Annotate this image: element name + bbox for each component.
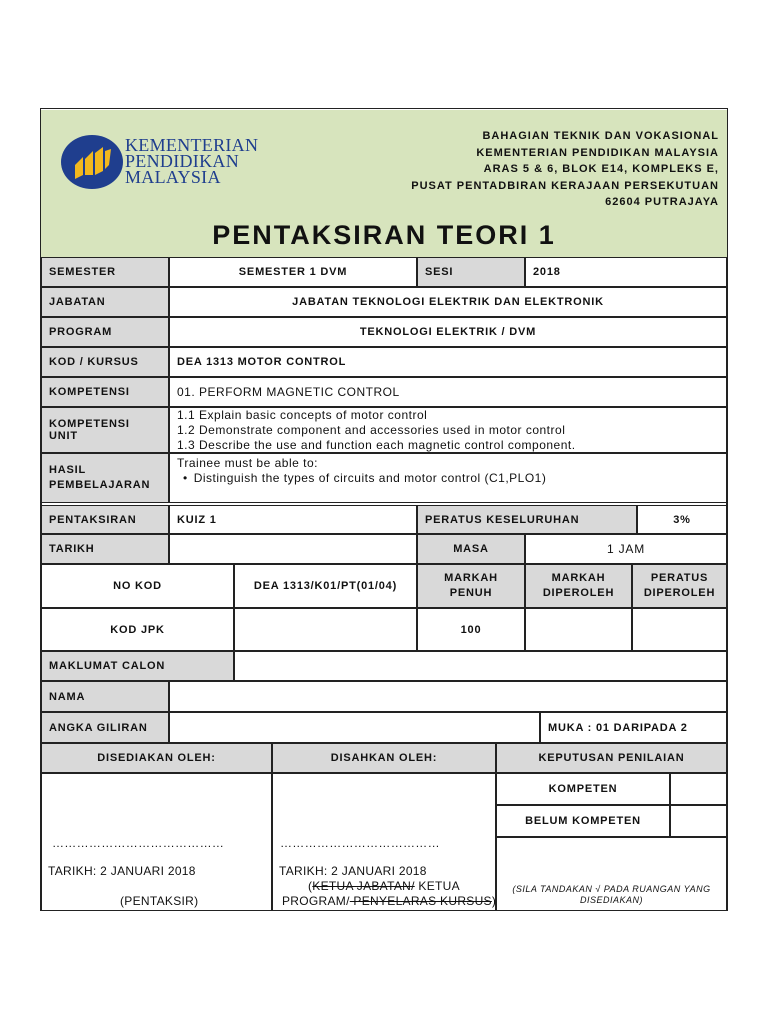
keputusan-label: KEPUTUSAN PENILAIAN xyxy=(496,743,727,773)
hasil-intro: Trainee must be able to: xyxy=(177,456,318,470)
angka-giliran-field[interactable] xyxy=(169,712,540,743)
address-line: PUSAT PENTADBIRAN KERAJAAN PERSEKUTUAN xyxy=(411,179,719,192)
address-line: KEMENTERIAN PENDIDIKAN MALAYSIA xyxy=(476,146,719,159)
signature-line-mid: ………………………………… xyxy=(280,836,440,850)
muka-value: MUKA : 01 DARIPADA 2 xyxy=(540,712,727,743)
kompetensi-label: KOMPETENSI xyxy=(41,377,169,407)
paren-open: ( xyxy=(308,879,313,893)
kompetensi-unit-list xyxy=(169,407,727,453)
kod-jpk-value[interactable] xyxy=(234,608,417,651)
peratus-diperoleh-field[interactable] xyxy=(632,608,727,651)
kompetensi-unit-label: KOMPETENSI UNIT xyxy=(41,407,169,453)
address-line: BAHAGIAN TEKNIK DAN VOKASIONAL xyxy=(482,130,719,142)
sesi-label: SESI xyxy=(417,257,525,287)
kod-kursus-label: KOD / KURSUS xyxy=(41,347,169,377)
markah-penuh-value: 100 xyxy=(417,608,525,651)
kompetensi-value: 01. PERFORM MAGNETIC CONTROL xyxy=(169,377,727,407)
unit-item: 1.3 Describe the use and function each magnetic control component. xyxy=(177,437,576,452)
program-value: TEKNOLOGI ELEKTRIK / DVM xyxy=(169,317,727,347)
logo-line-2: PENDIDIKAN xyxy=(125,151,239,171)
unit-item: 1.1 Explain basic concepts of motor control xyxy=(177,407,428,422)
kod-jpk-label: KOD JPK xyxy=(41,608,234,651)
jabatan-label: JABATAN xyxy=(41,287,169,317)
address-line: 62604 PUTRAJAYA xyxy=(605,196,719,208)
angka-giliran-label: ANGKA GILIRAN xyxy=(41,712,169,743)
unit-item: 1.2 Demonstrate component and accessories used in motor control xyxy=(177,422,566,437)
program-word: PROGRAM/ xyxy=(282,894,350,908)
sesi-value: 2018 xyxy=(525,257,727,287)
ketua-jabatan-struck: KETUA JABATAN/ xyxy=(312,879,415,893)
kompeten-checkbox[interactable] xyxy=(670,773,727,805)
tick-note-line: DISEDIAKAN) xyxy=(579,895,643,905)
program-label: PROGRAM xyxy=(41,317,169,347)
tarikh-left: TARIKH: 2 JANUARI 2018 xyxy=(48,864,196,878)
nama-field[interactable] xyxy=(169,681,727,712)
header-line: MARKAH xyxy=(551,572,606,584)
peratus-keseluruhan-value: 3% xyxy=(637,505,727,534)
tick-note xyxy=(496,837,727,911)
pentaksiran-label: PENTAKSIRAN xyxy=(41,505,169,534)
belum-kompeten-label: BELUM KOMPETEN xyxy=(496,805,670,837)
maklumat-calon-value xyxy=(234,651,727,681)
ketua-role-line1 xyxy=(308,879,460,893)
logo-emblem-icon xyxy=(61,135,123,189)
address-line: ARAS 5 & 6, BLOK E14, KOMPLEKS E, xyxy=(483,163,719,175)
no-kod-value: DEA 1313/K01/PT(01/04) xyxy=(234,564,417,608)
disahkan-label: DISAHKAN OLEH: xyxy=(272,743,496,773)
address-block xyxy=(411,128,719,211)
hasil-value xyxy=(169,453,727,503)
no-kod-label: NO KOD xyxy=(41,564,234,608)
logo-wordmark xyxy=(125,137,258,185)
masa-value: 1 JAM xyxy=(525,534,727,564)
hasil-label-line: HASIL xyxy=(49,464,86,476)
peratus-keseluruhan-label: PERATUS KESELURUHAN xyxy=(417,505,637,534)
logo-line-3: MALAYSIA xyxy=(125,167,221,187)
logo-line-1: KEMENTERIAN xyxy=(125,135,259,155)
nama-label: NAMA xyxy=(41,681,169,712)
disediakan-label: DISEDIAKAN OLEH: xyxy=(41,743,272,773)
kod-kursus-value: DEA 1313 MOTOR CONTROL xyxy=(169,347,727,377)
semester-value: SEMESTER 1 DVM xyxy=(169,257,417,287)
tarikh-label: TARIKH xyxy=(41,534,169,564)
belum-kompeten-checkbox[interactable] xyxy=(670,805,727,837)
tick-note-line: (SILA TANDAKAN √ PADA RUANGAN YANG xyxy=(512,884,711,894)
markah-diperoleh-header xyxy=(525,564,632,608)
pentaksir-role: (PENTAKSIR) xyxy=(120,894,199,908)
peratus-diperoleh-header xyxy=(632,564,727,608)
masa-label: MASA xyxy=(417,534,525,564)
ketua-role-line2 xyxy=(282,894,496,908)
tarikh-value xyxy=(169,534,417,564)
pentaksiran-value: KUIZ 1 xyxy=(169,505,417,534)
header-line: DIPEROLEH xyxy=(643,587,716,599)
tarikh-mid: TARIKH: 2 JANUARI 2018 xyxy=(279,864,427,878)
ministry-logo xyxy=(61,134,261,194)
semester-label: SEMESTER xyxy=(41,257,169,287)
hasil-label-line: PEMBELAJARAN xyxy=(49,479,151,491)
header-line: DIPEROLEH xyxy=(542,587,615,599)
kompeten-label: KOMPETEN xyxy=(496,773,670,805)
form-header xyxy=(41,110,727,258)
jabatan-value: JABATAN TEKNOLOGI ELEKTRIK DAN ELEKTRONIK xyxy=(169,287,727,317)
markah-diperoleh-field[interactable] xyxy=(525,608,632,651)
hasil-bullet: • Distinguish the types of circuits and motor control (C1,PLO1) xyxy=(177,471,546,486)
maklumat-calon-label: MAKLUMAT CALON xyxy=(41,651,234,681)
header-line: PERATUS xyxy=(650,572,709,584)
header-line: PENUH xyxy=(449,587,493,599)
header-line: MARKAH xyxy=(444,572,498,584)
signature-line-left: …………………………………… xyxy=(52,836,225,850)
penyelaras-struck: PENYELARAS KURSUS xyxy=(349,894,492,908)
ketua-rest: KETUA xyxy=(414,879,460,893)
page-title: PENTAKSIRAN TEORI 1 xyxy=(212,220,556,250)
hasil-label xyxy=(41,453,169,503)
paren-close: ) xyxy=(491,894,497,908)
markah-penuh-header xyxy=(417,564,525,608)
